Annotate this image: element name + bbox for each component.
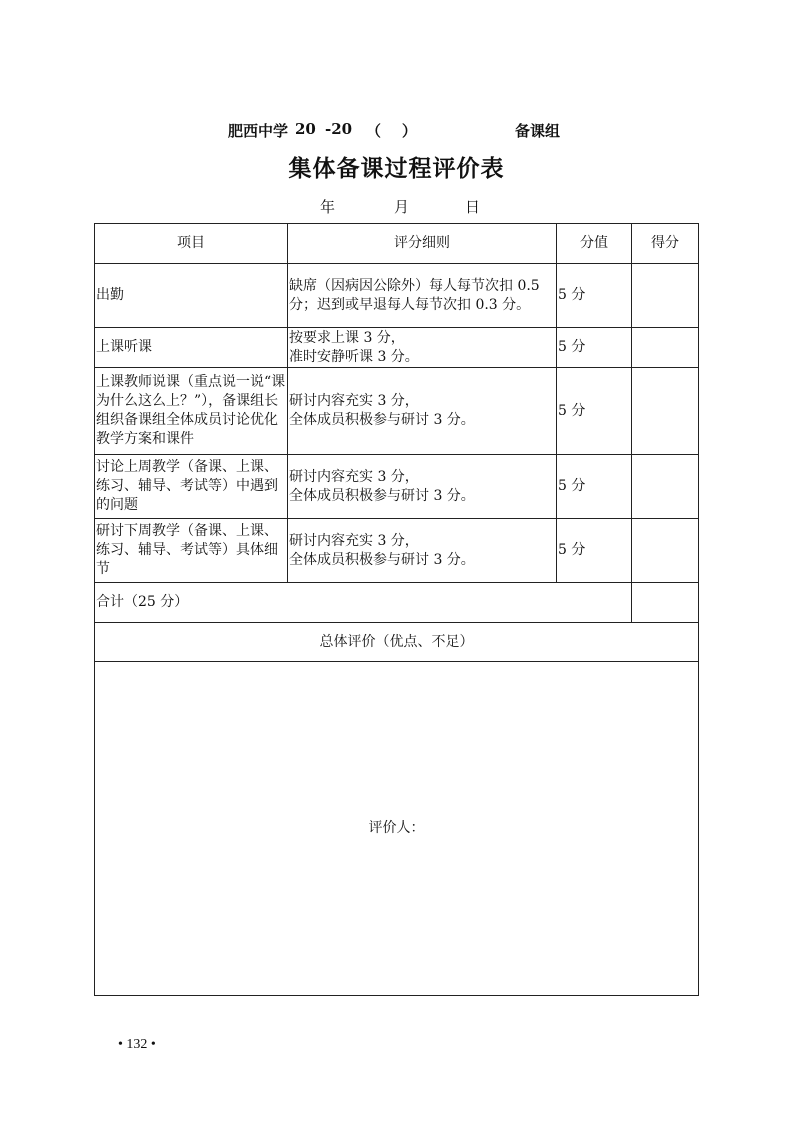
row-score-input[interactable] xyxy=(632,264,699,328)
table-header-row xyxy=(95,224,699,264)
row-value: 5 分 xyxy=(557,519,632,583)
total-score-input[interactable] xyxy=(632,583,699,623)
row-rules: 研讨内容充实 3 分， 全体成员积极参与研讨 3 分。 xyxy=(288,368,557,455)
row-rules: 研讨内容充实 3 分， 全体成员积极参与研讨 3 分。 xyxy=(288,519,557,583)
year-to: -20 xyxy=(325,120,353,138)
table-row xyxy=(95,264,699,328)
row-value: 5 分 xyxy=(557,368,632,455)
group-suffix: 备课组 xyxy=(515,122,561,140)
row-value: 5 分 xyxy=(557,328,632,368)
semester-parens: （ ） xyxy=(366,122,417,140)
evaluator-label: 评价人： xyxy=(368,819,425,836)
header-score-value: 分值 xyxy=(557,224,632,264)
row-rules: 研讨内容充实 3 分， 全体成员积极参与研讨 3 分。 xyxy=(288,455,557,519)
overall-label: 总体评价（优点、不足） xyxy=(95,623,699,662)
table-row xyxy=(95,328,699,368)
header-rules: 评分细则 xyxy=(288,224,557,264)
header-item: 项目 xyxy=(95,224,288,264)
overall-header-row xyxy=(95,623,699,662)
form-header xyxy=(0,120,793,142)
row-value: 5 分 xyxy=(557,455,632,519)
row-value: 5 分 xyxy=(557,264,632,328)
row-item: 上课教师说课（重点说一说“课为什么这么上？”），备课组长组织备课组全体成员讨论优化教学方案和课件 xyxy=(95,368,288,455)
row-rules: 按要求上课 3 分， 准时安静听课 3 分。 xyxy=(288,328,557,368)
table-row xyxy=(95,368,699,455)
overall-comment-area[interactable] xyxy=(95,662,699,996)
row-score-input[interactable] xyxy=(632,455,699,519)
table-row xyxy=(95,455,699,519)
date-line xyxy=(0,196,793,218)
header-score-got: 得分 xyxy=(632,224,699,264)
school-name: 肥西中学 xyxy=(228,122,289,140)
row-rules: 缺席（因病因公除外）每人每节次扣 0.5 分；迟到或早退每人每节次扣 0.3 分。 xyxy=(288,264,557,328)
table-row xyxy=(95,519,699,583)
row-item: 讨论上周教学（备课、上课、练习、辅导、考试等）中遇到的问题 xyxy=(95,455,288,519)
page-title: 集体备课过程评价表 xyxy=(288,155,505,182)
row-score-input[interactable] xyxy=(632,328,699,368)
evaluation-table xyxy=(94,223,699,996)
row-item: 研讨下周教学（备课、上课、练习、辅导、考试等）具体细节 xyxy=(95,519,288,583)
row-item: 出勤 xyxy=(95,264,288,328)
row-score-input[interactable] xyxy=(632,519,699,583)
year-from: 20 xyxy=(295,120,316,138)
row-item: 上课听课 xyxy=(95,328,288,368)
date-day: 日 xyxy=(465,198,481,216)
total-row xyxy=(95,583,699,623)
overall-content-row xyxy=(95,662,699,996)
date-year: 年 xyxy=(320,198,336,216)
page-number: • 132 • xyxy=(118,1037,156,1052)
date-month: 月 xyxy=(394,198,410,216)
row-score-input[interactable] xyxy=(632,368,699,455)
total-label: 合计（25 分） xyxy=(95,583,632,623)
